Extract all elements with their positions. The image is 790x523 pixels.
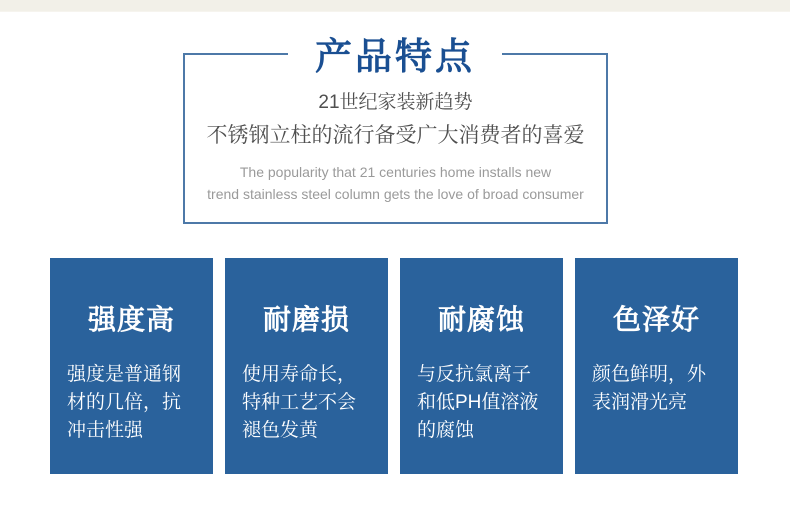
feature-cards <box>50 258 738 474</box>
feature-card-color <box>575 258 738 474</box>
feature-card-description: 强度是普通钢材的几倍，抗冲击性强 <box>67 364 182 441</box>
feature-card-title: 耐腐蚀 <box>437 304 525 335</box>
subtitle-line1: 21世纪家装新趋势 <box>318 92 473 113</box>
subtitle-line2: 不锈钢立柱的流行备受广大消费者的喜爱 <box>206 123 585 147</box>
feature-card-wear-resistance <box>225 258 388 474</box>
feature-card-strength <box>50 258 213 474</box>
feature-card-corrosion-resistance <box>400 258 563 474</box>
feature-card-title: 耐磨损 <box>262 304 350 335</box>
feature-card-description: 与反抗氯离子和低PH值溶液的腐蚀 <box>417 364 539 441</box>
feature-card-title: 色泽好 <box>612 304 700 335</box>
page-title: 产品特点 <box>288 26 502 80</box>
feature-card-description: 颜色鲜明，外表润滑光亮 <box>592 364 707 413</box>
description-english-line2: trend stainless steel column gets the love of broad consumer <box>207 185 584 202</box>
feature-card-description: 使用寿命长，特种工艺不会褪色发黄 <box>242 364 357 441</box>
top-cream-band <box>0 0 790 12</box>
feature-card-title: 强度高 <box>87 304 175 335</box>
description-english-line1: The popularity that 21 centuries home installs new <box>239 164 552 181</box>
